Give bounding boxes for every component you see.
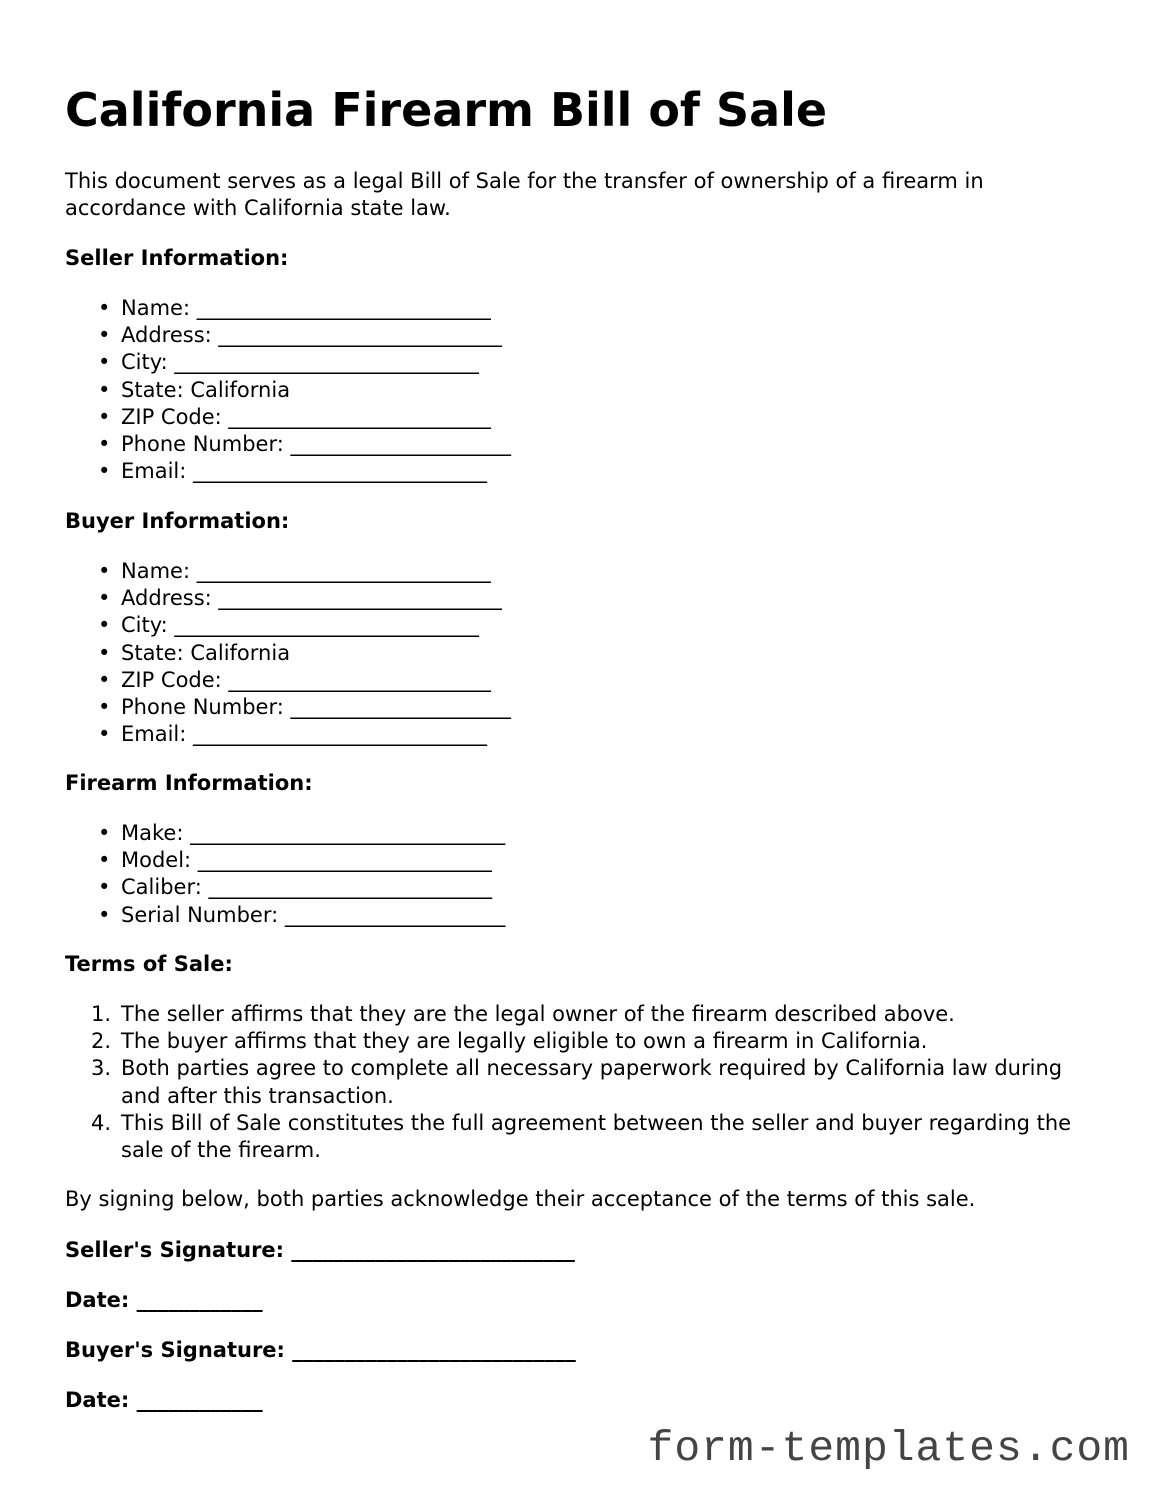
bullet-icon: • [98, 404, 111, 429]
terms-item-number: 2. [91, 1029, 112, 1054]
seller-heading: Seller Information: [65, 246, 289, 270]
buyer-date-line[interactable]: Date: ____________ [65, 1388, 263, 1412]
seller-phone-field[interactable]: • Phone Number: _____________________ [65, 431, 511, 458]
bullet-icon: • [98, 667, 111, 692]
bullet-icon: • [98, 821, 111, 845]
bullet-icon: • [98, 695, 111, 720]
bullet-icon: • [98, 432, 111, 457]
firearm-caliber-field[interactable]: • Caliber: ___________________________ [65, 874, 505, 901]
terms-item-text: Both parties agree to complete all necessary paperwork required by California law during and after this transaction. [121, 1056, 1063, 1108]
buyer-name-field[interactable]: • Name: ____________________________ [65, 558, 511, 585]
firearm-serial-field[interactable]: • Serial Number: _____________________ [65, 902, 505, 929]
bullet-icon: • [98, 559, 111, 583]
terms-item [65, 1001, 1075, 1028]
terms-item [65, 1110, 1075, 1164]
buyer-zip-field[interactable]: • ZIP Code: _________________________ [65, 667, 511, 694]
buyer-state-field: • State: California [65, 640, 511, 667]
seller-address-field[interactable]: • Address: ___________________________ [65, 322, 511, 349]
terms-item-text: The buyer affirms that they are legally eligible to own a firearm in California. [121, 1029, 928, 1054]
terms-item-text: This Bill of Sale constitutes the full agreement between the seller and buyer regarding the sale of the firearm. [121, 1110, 1072, 1163]
seller-state-field: • State: California [65, 377, 511, 404]
bullet-icon: • [98, 459, 111, 484]
buyer-heading: Buyer Information: [65, 509, 290, 533]
buyer-signature-line[interactable]: Buyer's Signature: ___________________________ [65, 1338, 576, 1362]
bullet-icon: • [98, 613, 111, 638]
seller-date-line[interactable]: Date: ____________ [65, 1288, 263, 1312]
buyer-field-list [65, 558, 511, 748]
firearm-field-list [65, 820, 505, 929]
terms-item-text: The seller affirms that they are the legal owner of the firearm described above. [121, 1002, 955, 1026]
bullet-icon: • [98, 323, 111, 348]
terms-heading: Terms of Sale: [65, 952, 233, 976]
watermark: form-templates.com [647, 1424, 1130, 1473]
intro-paragraph: This document serves as a legal Bill of Sale for the transfer of ownership of a firearm in accordance with California state law. [65, 169, 984, 220]
closing-statement: By signing below, both parties acknowledge their acceptance of the terms of this sale. [65, 1187, 976, 1211]
bullet-icon: • [98, 296, 111, 320]
buyer-city-field[interactable]: • City: _____________________________ [65, 612, 511, 639]
seller-field-list [65, 295, 511, 485]
bullet-icon: • [98, 377, 111, 402]
seller-email-field[interactable]: • Email: ____________________________ [65, 458, 511, 485]
terms-item-number: 1. [91, 1002, 112, 1026]
buyer-phone-field[interactable]: • Phone Number: _____________________ [65, 694, 511, 721]
terms-item [65, 1055, 1075, 1109]
bullet-icon: • [98, 722, 111, 747]
terms-item [65, 1028, 1075, 1055]
buyer-address-field[interactable]: • Address: ___________________________ [65, 585, 511, 612]
firearm-model-field[interactable]: • Model: ____________________________ [65, 847, 505, 874]
bullet-icon: • [98, 640, 111, 665]
seller-city-field[interactable]: • City: _____________________________ [65, 349, 511, 376]
terms-item-number: 4. [91, 1110, 112, 1135]
terms-item-number: 3. [91, 1056, 112, 1081]
seller-name-field[interactable]: • Name: ____________________________ [65, 295, 511, 322]
buyer-email-field[interactable]: • Email: ____________________________ [65, 721, 511, 748]
document-title: California Firearm Bill of Sale [65, 83, 828, 137]
terms-list [65, 1001, 1075, 1164]
firearm-heading: Firearm Information: [65, 771, 313, 795]
seller-zip-field[interactable]: • ZIP Code: _________________________ [65, 404, 511, 431]
bullet-icon: • [98, 875, 111, 900]
bullet-icon: • [98, 848, 111, 873]
bullet-icon: • [98, 586, 111, 611]
bullet-icon: • [98, 350, 111, 375]
firearm-make-field[interactable]: • Make: ______________________________ [65, 820, 505, 847]
seller-signature-line[interactable]: Seller's Signature: ___________________________ [65, 1238, 575, 1262]
bullet-icon: • [98, 902, 111, 927]
